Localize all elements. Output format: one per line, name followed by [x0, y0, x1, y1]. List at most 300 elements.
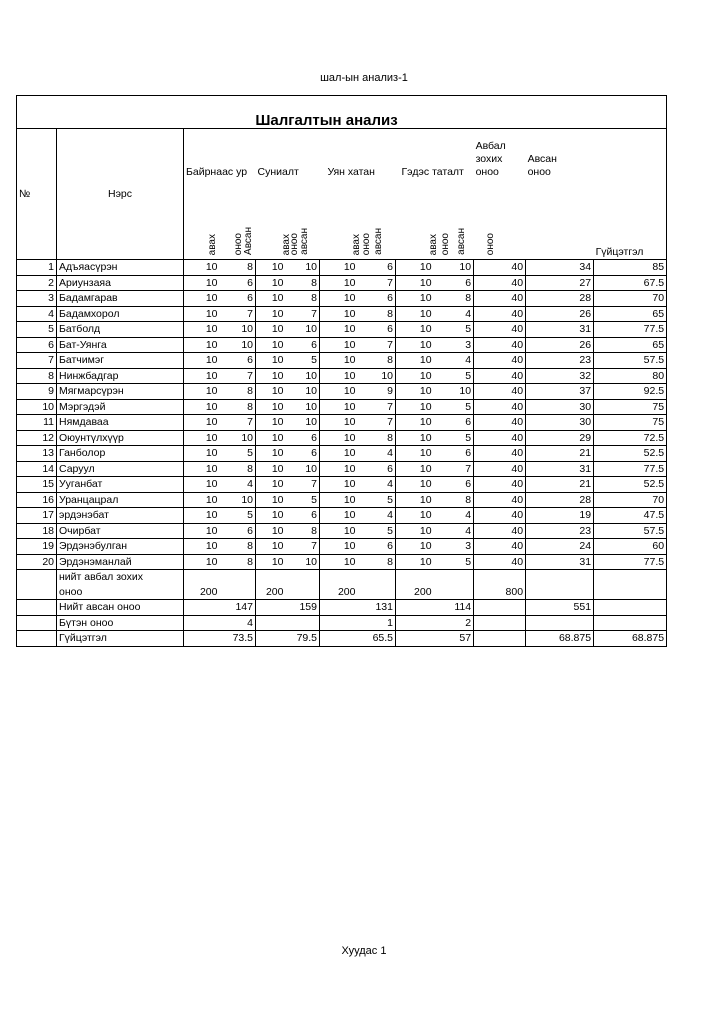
cell-value: 5 — [434, 554, 474, 570]
table-row — [17, 322, 667, 338]
sub-header-group1 — [184, 179, 256, 260]
table-row — [17, 399, 667, 415]
cell-value: 27 — [526, 275, 594, 291]
cell-value: 10 — [184, 337, 220, 353]
cell-value: 4 — [434, 523, 474, 539]
cell-name: Нинжбадгар — [57, 368, 184, 384]
cell-value: 10 — [184, 477, 220, 493]
sub-label-got: авсан — [298, 228, 310, 255]
summary-max-label-row — [17, 570, 667, 585]
cell-value: 67.5 — [594, 275, 667, 291]
cell-value: 75 — [594, 399, 667, 415]
cell-value: 77.5 — [594, 461, 667, 477]
summary-value: 147 — [220, 600, 256, 616]
cell-value: 30 — [526, 399, 594, 415]
summary-value: 1 — [358, 615, 396, 631]
cell-value: 10 — [396, 275, 434, 291]
sub-label-max: авах — [206, 233, 218, 255]
cell-value: 21 — [526, 477, 594, 493]
cell-value: 10 — [184, 492, 220, 508]
cell-value: 10 — [320, 508, 358, 524]
summary-value: 200 — [199, 585, 218, 598]
cell-name: Мэргэдэй — [57, 399, 184, 415]
summary-value: 79.5 — [286, 631, 320, 647]
cell-value: 10 — [256, 523, 286, 539]
summary-value: 200 — [265, 585, 284, 598]
cell-name: Саруул — [57, 461, 184, 477]
cell-value: 10 — [396, 446, 434, 462]
cell-name: Ууганбат — [57, 477, 184, 493]
cell-no: 14 — [17, 461, 57, 477]
cell-value: 10 — [320, 384, 358, 400]
cell-value: 6 — [286, 446, 320, 462]
cell-name: Адъяасүрэн — [57, 260, 184, 276]
summary-value: 73.5 — [220, 631, 256, 647]
summary-value — [256, 600, 286, 616]
cell-value: 40 — [474, 508, 526, 524]
cell-value: 10 — [320, 306, 358, 322]
cell-value: 8 — [434, 291, 474, 307]
cell-value: 5 — [286, 353, 320, 369]
cell-value: 28 — [526, 492, 594, 508]
summary-value — [526, 615, 594, 631]
cell-value: 10 — [396, 291, 434, 307]
table-row — [17, 523, 667, 539]
table-row — [17, 275, 667, 291]
cell-value: 8 — [358, 554, 396, 570]
summary-value — [286, 585, 320, 600]
cell-value: 29 — [526, 430, 594, 446]
cell-value: 10 — [184, 384, 220, 400]
cell-value: 6 — [434, 275, 474, 291]
cell-value: 23 — [526, 523, 594, 539]
cell-value: 10 — [256, 430, 286, 446]
cell-value: 10 — [184, 291, 220, 307]
cell-value: 5 — [220, 508, 256, 524]
cell-no: 15 — [17, 477, 57, 493]
cell-value: 70 — [594, 492, 667, 508]
cell-value: 40 — [474, 430, 526, 446]
cell-value: 28 — [526, 291, 594, 307]
cell-name: Эрдэнэманлай — [57, 554, 184, 570]
summary-value — [434, 570, 474, 585]
cell-value: 40 — [474, 275, 526, 291]
cell-value: 6 — [358, 461, 396, 477]
header-group3: Уян хатан — [320, 129, 396, 180]
table-row — [17, 446, 667, 462]
cell-value: 10 — [256, 368, 286, 384]
cell-value: 6 — [358, 291, 396, 307]
header-no: № — [17, 129, 57, 260]
cell-value: 10 — [396, 260, 434, 276]
cell-value: 6 — [434, 477, 474, 493]
cell-value: 10 — [286, 322, 320, 338]
cell-value: 4 — [358, 508, 396, 524]
summary-value: 551 — [526, 600, 594, 616]
summary-value — [184, 631, 220, 647]
summary-value — [526, 570, 594, 585]
cell-value: 31 — [526, 554, 594, 570]
cell-value: 10 — [184, 539, 220, 555]
cell-value: 10 — [396, 508, 434, 524]
cell-value: 26 — [526, 337, 594, 353]
summary-value: 131 — [358, 600, 396, 616]
cell-value: 10 — [320, 554, 358, 570]
cell-name: Ариунзаяа — [57, 275, 184, 291]
cell-value: 4 — [220, 477, 256, 493]
cell-value: 10 — [256, 275, 286, 291]
cell-value: 7 — [358, 337, 396, 353]
cell-value: 8 — [358, 353, 396, 369]
cell-value: 40 — [474, 554, 526, 570]
summary-value: 65.5 — [358, 631, 396, 647]
cell-value: 5 — [434, 430, 474, 446]
cell-value: 32 — [526, 368, 594, 384]
cell-value: 6 — [220, 353, 256, 369]
cell-no: 10 — [17, 399, 57, 415]
summary-max-row — [17, 585, 667, 600]
cell-value: 40 — [474, 337, 526, 353]
cell-value: 26 — [526, 306, 594, 322]
cell-value: 6 — [220, 291, 256, 307]
cell-no: 11 — [17, 415, 57, 431]
cell-no: 1 — [17, 260, 57, 276]
sub-label-max: авах — [427, 233, 439, 255]
table-row — [17, 415, 667, 431]
cell-name: Батболд — [57, 322, 184, 338]
sub-label-score: оноо — [439, 232, 451, 255]
cell-value: 77.5 — [594, 554, 667, 570]
cell-value: 10 — [286, 384, 320, 400]
summary-got-row — [17, 600, 667, 616]
cell-value: 7 — [220, 306, 256, 322]
cell-value: 6 — [286, 508, 320, 524]
summary-label: Нийт авсан оноо — [57, 600, 184, 616]
summary-value: 2 — [434, 615, 474, 631]
cell-value: 10 — [396, 353, 434, 369]
cell-value: 10 — [220, 337, 256, 353]
summary-value — [594, 600, 667, 616]
cell-value: 47.5 — [594, 508, 667, 524]
cell-value: 10 — [256, 291, 286, 307]
header-max-total: Авбал зохих оноо — [474, 129, 526, 180]
cell-value: 10 — [320, 461, 358, 477]
cell-no: 4 — [17, 306, 57, 322]
cell-value: 7 — [358, 399, 396, 415]
cell-value: 52.5 — [594, 446, 667, 462]
summary-label: Гүйцэтгэл — [57, 631, 184, 647]
cell-value: 10 — [320, 523, 358, 539]
cell-no: 19 — [17, 539, 57, 555]
cell-value: 10 — [256, 508, 286, 524]
sub-label-score: оноо — [360, 232, 372, 255]
summary-value — [594, 570, 667, 585]
cell-value: 10 — [396, 337, 434, 353]
cell-no: 18 — [17, 523, 57, 539]
cell-value: 8 — [358, 430, 396, 446]
cell-value: 9 — [358, 384, 396, 400]
cell-value: 7 — [358, 275, 396, 291]
cell-value: 8 — [286, 523, 320, 539]
table-row — [17, 291, 667, 307]
summary-value — [320, 570, 358, 585]
cell-name: Бадамхорол — [57, 306, 184, 322]
cell-no: 9 — [17, 384, 57, 400]
header-group1: Байрнаас ур — [184, 129, 256, 180]
page-header: шал-ын анализ-1 — [320, 72, 408, 84]
cell-value: 10 — [320, 368, 358, 384]
summary-value — [396, 615, 434, 631]
header-got-total: Авсан оноо — [526, 129, 594, 180]
summary-value — [256, 570, 286, 585]
cell-name: Ганболор — [57, 446, 184, 462]
summary-value — [184, 615, 220, 631]
analysis-table — [16, 95, 667, 647]
cell-value: 8 — [220, 461, 256, 477]
cell-value: 10 — [184, 275, 220, 291]
cell-value: 40 — [474, 399, 526, 415]
cell-value: 10 — [320, 260, 358, 276]
cell-name: Батчимэг — [57, 353, 184, 369]
cell-value: 10 — [256, 260, 286, 276]
summary-value — [474, 631, 526, 647]
summary-value — [474, 600, 526, 616]
summary-perf-row — [17, 631, 667, 647]
cell-value: 8 — [358, 306, 396, 322]
cell-value: 10 — [396, 539, 434, 555]
header-percent: Гүйцэтгэл — [594, 179, 667, 260]
cell-value: 6 — [286, 337, 320, 353]
cell-value: 10 — [396, 492, 434, 508]
sub-label-score: оноо — [232, 232, 244, 255]
cell-value: 10 — [320, 430, 358, 446]
cell-value: 3 — [434, 337, 474, 353]
cell-value: 40 — [474, 306, 526, 322]
cell-value: 10 — [256, 306, 286, 322]
cell-value: 5 — [434, 368, 474, 384]
summary-value — [594, 615, 667, 631]
cell-value: 10 — [184, 461, 220, 477]
cell-value: 10 — [396, 477, 434, 493]
cell-value: 37 — [526, 384, 594, 400]
cell-no: 7 — [17, 353, 57, 369]
cell-value: 5 — [434, 322, 474, 338]
cell-value: 5 — [286, 492, 320, 508]
cell-value: 10 — [286, 461, 320, 477]
cell-value: 10 — [286, 260, 320, 276]
cell-value: 92.5 — [594, 384, 667, 400]
cell-name: Оюунтүлхүүр — [57, 430, 184, 446]
cell-value: 34 — [526, 260, 594, 276]
sub-label-got: Авсан — [242, 227, 254, 255]
summary-value — [320, 600, 358, 616]
table-row — [17, 430, 667, 446]
summary-value — [256, 631, 286, 647]
summary-value — [434, 585, 474, 600]
table-row — [17, 260, 667, 276]
summary-value — [184, 570, 220, 585]
cell-value: 24 — [526, 539, 594, 555]
summary-value — [220, 585, 256, 600]
cell-value: 6 — [434, 415, 474, 431]
cell-value: 10 — [396, 415, 434, 431]
cell-no: 13 — [17, 446, 57, 462]
cell-value: 21 — [526, 446, 594, 462]
cell-value: 8 — [286, 275, 320, 291]
cell-value: 6 — [358, 539, 396, 555]
cell-value: 40 — [474, 291, 526, 307]
cell-value: 10 — [396, 322, 434, 338]
cell-value: 10 — [396, 306, 434, 322]
cell-value: 10 — [320, 291, 358, 307]
table-row — [17, 461, 667, 477]
cell-value: 40 — [474, 260, 526, 276]
summary-label: нийт авбал зохих — [57, 570, 184, 585]
cell-value: 10 — [256, 337, 286, 353]
summary-value — [286, 570, 320, 585]
page-footer: Хуудас 1 — [341, 945, 387, 957]
sub-label-max: авах — [280, 233, 292, 255]
cell-no: 6 — [17, 337, 57, 353]
cell-value: 40 — [474, 322, 526, 338]
cell-value: 10 — [320, 477, 358, 493]
cell-value: 4 — [434, 306, 474, 322]
cell-value: 77.5 — [594, 322, 667, 338]
cell-value: 7 — [286, 539, 320, 555]
cell-value: 8 — [220, 539, 256, 555]
table-row — [17, 508, 667, 524]
cell-value: 40 — [474, 477, 526, 493]
summary-value: 68.875 — [594, 631, 667, 647]
cell-value: 85 — [594, 260, 667, 276]
cell-name: Уранцацрал — [57, 492, 184, 508]
cell-value: 40 — [474, 539, 526, 555]
cell-value: 10 — [184, 415, 220, 431]
sub-label-score: оноо — [484, 232, 496, 255]
cell-value: 10 — [256, 322, 286, 338]
cell-value: 40 — [474, 523, 526, 539]
table-row — [17, 477, 667, 493]
cell-no: 20 — [17, 554, 57, 570]
table-row — [17, 492, 667, 508]
summary-value: 68.875 — [526, 631, 594, 647]
cell-value: 10 — [320, 399, 358, 415]
sub-header-group3 — [320, 179, 396, 260]
cell-value: 4 — [434, 353, 474, 369]
summary-value — [396, 570, 434, 585]
cell-value: 40 — [474, 461, 526, 477]
header-name: Нэрс — [57, 129, 184, 260]
summary-label: оноо — [57, 585, 184, 600]
summary-value — [220, 570, 256, 585]
cell-value: 5 — [220, 446, 256, 462]
cell-value: 70 — [594, 291, 667, 307]
summary-value — [320, 615, 358, 631]
cell-name: Эрдэнэбулган — [57, 539, 184, 555]
table-row — [17, 353, 667, 369]
cell-no: 5 — [17, 322, 57, 338]
cell-value: 10 — [184, 399, 220, 415]
summary-value: 200 — [414, 585, 432, 598]
summary-full-row — [17, 615, 667, 631]
table-row — [17, 368, 667, 384]
cell-value: 10 — [256, 399, 286, 415]
cell-value: 10 — [184, 306, 220, 322]
cell-value: 72.5 — [594, 430, 667, 446]
cell-value: 65 — [594, 306, 667, 322]
summary-value: 114 — [434, 600, 474, 616]
cell-value: 10 — [184, 523, 220, 539]
cell-value: 52.5 — [594, 477, 667, 493]
cell-value: 40 — [474, 415, 526, 431]
cell-value: 7 — [220, 368, 256, 384]
summary-value — [396, 631, 434, 647]
cell-value: 10 — [286, 368, 320, 384]
cell-value: 8 — [434, 492, 474, 508]
cell-value: 10 — [320, 415, 358, 431]
title-row — [17, 96, 667, 129]
summary-value: 159 — [286, 600, 320, 616]
cell-name: Очирбат — [57, 523, 184, 539]
cell-value: 75 — [594, 415, 667, 431]
cell-value: 30 — [526, 415, 594, 431]
cell-value: 8 — [220, 399, 256, 415]
cell-value: 6 — [220, 275, 256, 291]
header-group4: Гэдэс таталт — [396, 129, 474, 180]
cell-value: 57.5 — [594, 523, 667, 539]
table-row — [17, 554, 667, 570]
cell-value: 8 — [220, 384, 256, 400]
cell-value: 10 — [396, 554, 434, 570]
cell-value: 40 — [474, 353, 526, 369]
cell-value: 10 — [184, 554, 220, 570]
summary-value — [396, 600, 434, 616]
cell-value: 5 — [358, 492, 396, 508]
sheet-title: Шалгалтын анализ — [220, 96, 434, 129]
summary-value — [286, 615, 320, 631]
cell-no: 2 — [17, 275, 57, 291]
cell-value: 57.5 — [594, 353, 667, 369]
cell-value: 10 — [286, 554, 320, 570]
cell-value: 7 — [286, 477, 320, 493]
cell-value: 6 — [358, 322, 396, 338]
cell-value: 10 — [396, 384, 434, 400]
cell-value: 10 — [256, 554, 286, 570]
cell-value: 10 — [256, 415, 286, 431]
cell-value: 10 — [434, 384, 474, 400]
cell-value: 10 — [256, 477, 286, 493]
cell-name: Нямдаваа — [57, 415, 184, 431]
cell-no: 8 — [17, 368, 57, 384]
cell-value: 80 — [594, 368, 667, 384]
summary-value — [474, 615, 526, 631]
sub-label-got: авсан — [372, 228, 384, 255]
cell-value: 10 — [396, 368, 434, 384]
cell-value: 5 — [434, 399, 474, 415]
cell-value: 10 — [286, 415, 320, 431]
summary-value — [320, 631, 358, 647]
cell-value: 10 — [256, 384, 286, 400]
cell-value: 7 — [434, 461, 474, 477]
cell-value: 31 — [526, 322, 594, 338]
cell-value: 6 — [220, 523, 256, 539]
cell-no: 17 — [17, 508, 57, 524]
cell-value: 10 — [184, 322, 220, 338]
cell-value: 4 — [358, 446, 396, 462]
table-row — [17, 384, 667, 400]
cell-value: 8 — [286, 291, 320, 307]
header-group2: Суниалт — [256, 129, 320, 180]
